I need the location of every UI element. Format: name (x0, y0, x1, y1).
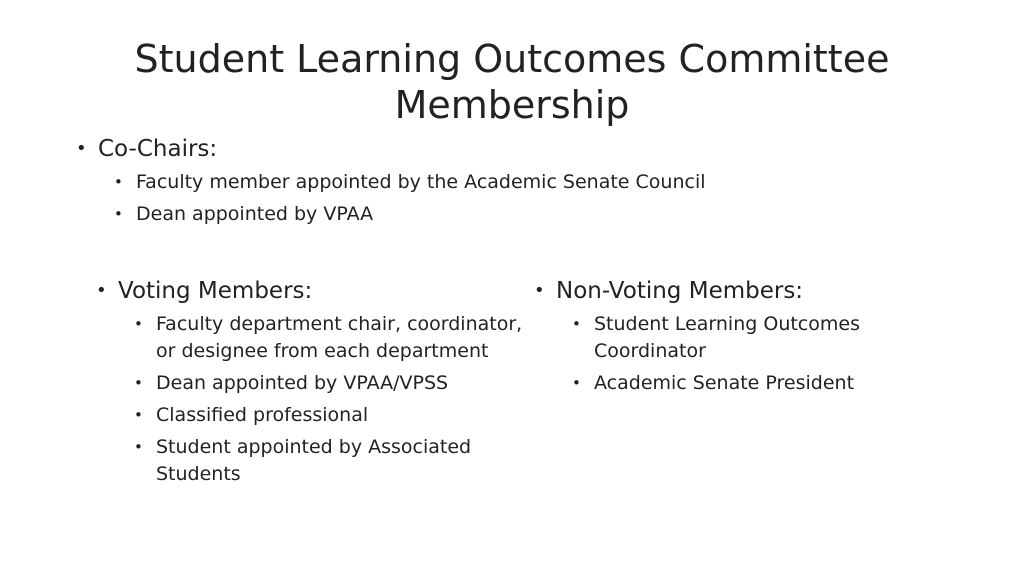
voting-members-heading: Voting Members: (118, 278, 313, 304)
co-chairs-list (76, 169, 936, 228)
non-voting-members-heading: Non-Voting Members: (556, 278, 804, 304)
non-voting-member-item-text: Student Learning Outcomes Coordinator (594, 313, 860, 362)
list-item (134, 434, 526, 488)
bullet-icon: • (96, 280, 107, 301)
non-voting-members-heading-row (534, 276, 934, 306)
voting-members-heading-row (96, 276, 526, 306)
non-voting-members-section (534, 276, 934, 397)
voting-member-item-text: Student appointed by Associated Students (156, 436, 472, 485)
co-chairs-section (76, 134, 936, 228)
co-chairs-heading: Co-Chairs: (98, 136, 218, 162)
voting-members-list (96, 311, 526, 488)
bullet-icon: • (134, 438, 143, 456)
bullet-icon: • (114, 205, 123, 223)
non-voting-member-item-text: Academic Senate President (594, 372, 855, 394)
voting-member-item-text: Faculty department chair, coordinator, or designee from each department (156, 313, 523, 362)
bullet-icon: • (134, 406, 143, 424)
slide-title (100, 36, 924, 128)
bullet-icon: • (76, 138, 87, 159)
slide-title-line-1: Student Learning Outcomes Committee (134, 37, 890, 81)
bullet-icon: • (534, 280, 545, 301)
list-item (134, 311, 526, 365)
co-chairs-heading-row (76, 134, 936, 164)
bullet-icon: • (114, 173, 123, 191)
bullet-icon: • (572, 315, 581, 333)
voting-member-item-text: Classified professional (156, 404, 369, 426)
list-item (134, 402, 526, 429)
co-chair-item-text: Faculty member appointed by the Academic Senate Council (136, 171, 706, 193)
list-item (572, 370, 934, 397)
voting-member-item-text: Dean appointed by VPAA/VPSS (156, 372, 449, 394)
bullet-icon: • (134, 374, 143, 392)
list-item (114, 201, 936, 228)
bullet-icon: • (134, 315, 143, 333)
co-chair-item-text: Dean appointed by VPAA (136, 203, 374, 225)
slide-title-line-2: Membership (394, 83, 630, 127)
bullet-icon: • (572, 374, 581, 392)
list-item (572, 311, 934, 365)
voting-members-section (96, 276, 526, 488)
non-voting-members-list (534, 311, 934, 397)
list-item (134, 370, 526, 397)
list-item (114, 169, 936, 196)
